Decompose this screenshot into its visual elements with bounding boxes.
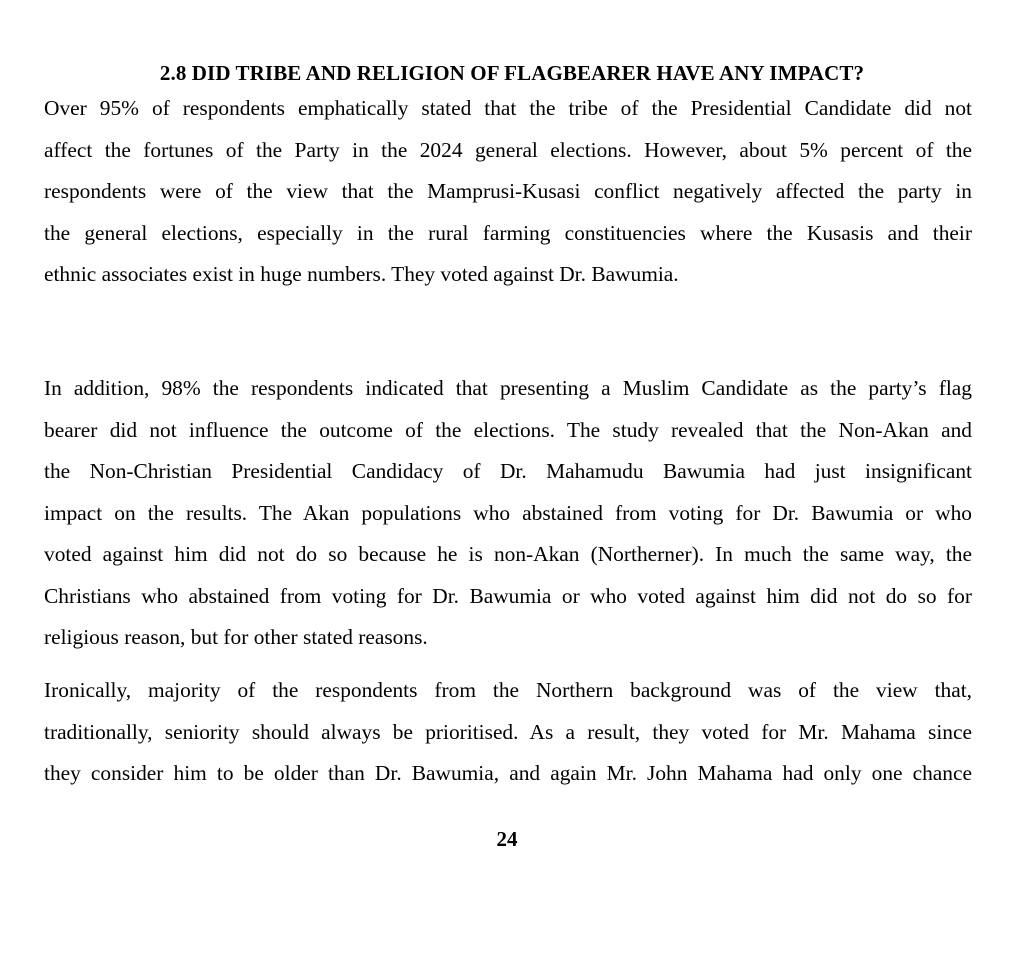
paragraph-seniority <box>44 670 972 795</box>
paragraph-line: Ironically, majority of the respondents from the Northern background was of the view that, <box>44 678 972 702</box>
paragraph-line: bearer did not influence the outcome of the elections. The study revealed that the Non-Akan and <box>44 417 972 442</box>
paragraph-line: ethnic associates exist in huge numbers. They voted against Dr. Bawumia. <box>44 262 679 286</box>
paragraph-line: respondents were of the view that the Mamprusi-Kusasi conflict negatively affected the party in <box>44 179 972 203</box>
paragraph-line: the Non-Christian Presidential Candidacy of Dr. Mahamudu Bawumia had just insignificant <box>44 459 972 483</box>
paragraph-religion-impact <box>44 368 972 659</box>
paragraph-line: impact on the results. The Akan populations who abstained from voting for Dr. Bawumia or who <box>44 500 972 525</box>
paragraph-line: affect the fortunes of the Party in the 2024 general elections. However, about 5% percent of the <box>44 137 972 162</box>
paragraph-line: the general elections, especially in the rural farming constituencies where the Kusasis and their <box>44 220 972 245</box>
paragraph-line: they consider him to be older than Dr. Bawumia, and again Mr. John Mahama had only one chance <box>44 761 972 785</box>
page-number: 24 <box>496 827 518 851</box>
paragraph-tribe-impact <box>44 88 972 296</box>
section-heading: 2.8 DID TRIBE AND RELIGION OF FLAGBEARER HAVE ANY IMPACT? <box>159 61 865 85</box>
paragraph-line: Over 95% of respondents emphatically stated that the tribe of the Presidential Candidate did not <box>44 96 972 120</box>
paragraph-line: voted against him did not do so because he is non-Akan (Northerner). In much the same way, the <box>44 542 972 566</box>
paragraph-line: religious reason, but for other stated reasons. <box>44 625 428 649</box>
paragraph-line: In addition, 98% the respondents indicated that presenting a Muslim Candidate as the party’s flag <box>44 376 972 400</box>
paragraph-line: traditionally, seniority should always be prioritised. As a result, they voted for Mr. Mahama since <box>44 719 972 744</box>
paragraph-line: Christians who abstained from voting for Dr. Bawumia or who voted against him did not do so for <box>44 583 972 608</box>
